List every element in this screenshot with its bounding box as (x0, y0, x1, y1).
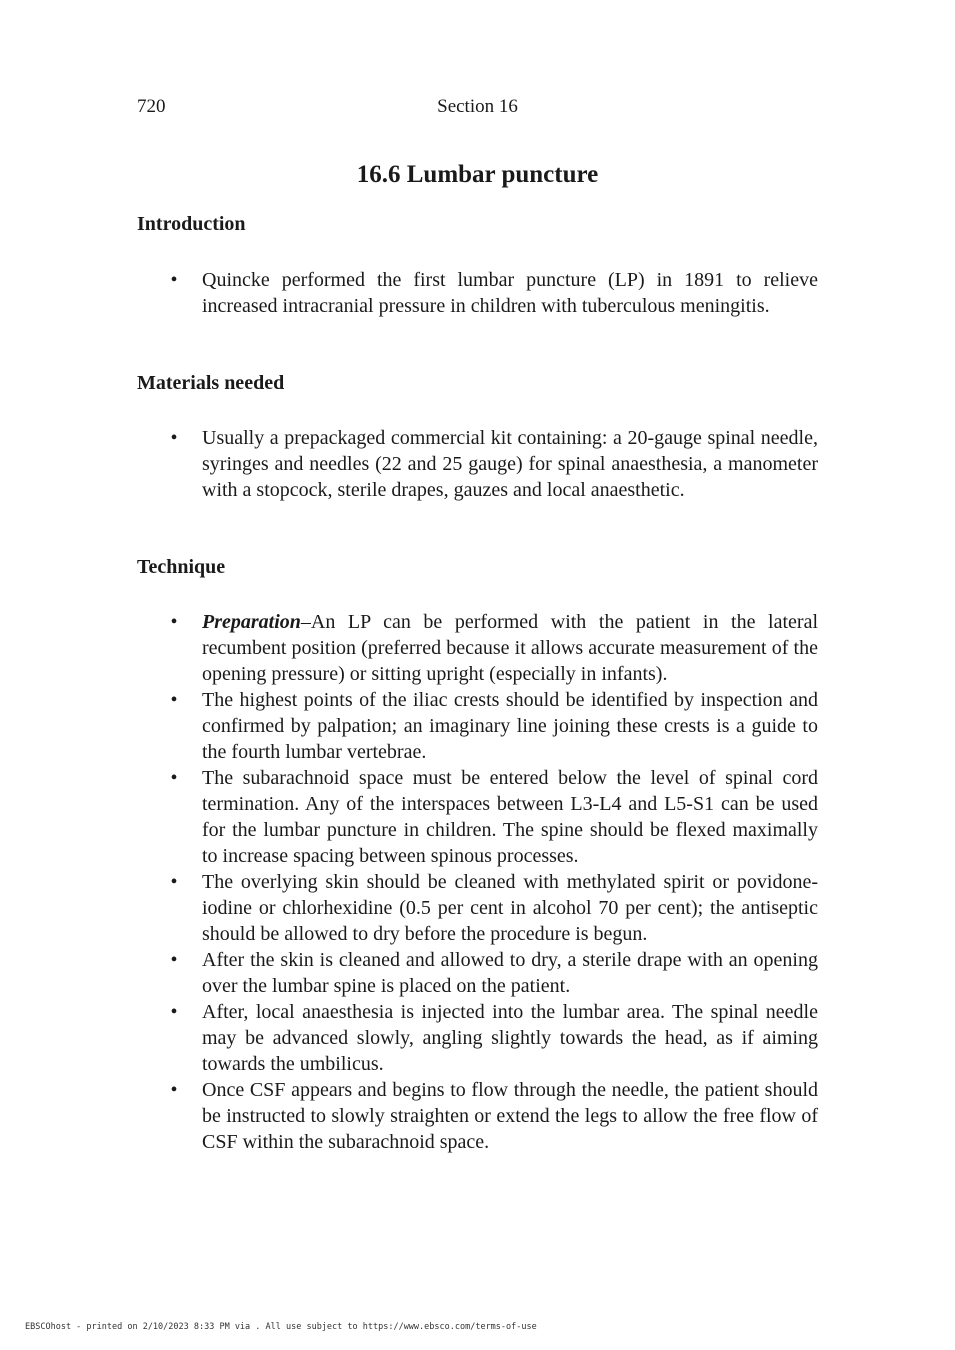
bullet-icon: • (170, 871, 178, 893)
page-title: 16.6 Lumbar puncture (356, 161, 599, 188)
technique-heading: Technique (137, 556, 226, 578)
bullet-icon: • (170, 1001, 178, 1023)
list-item-text: Usually a prepackaged commercial kit containing: a 20-gauge spinal needle, syringes and needles (22 and 25 gauge) for spinal anaesthesia, a manometer with a stopcock, sterile drapes, gauzes and local anaesthetic. (202, 427, 818, 501)
ebsco-footer: EBSCOhost - printed on 2/10/2023 8:33 PM via . All use subject to https://www.ebsco.com/terms-of-use (25, 1322, 537, 1332)
list-item-text: Quincke performed the first lumbar puncture (LP) in 1891 to relieve increased intracranial pressure in children with tuberculous meningitis. (202, 269, 818, 317)
list-item (168, 999, 818, 1077)
introduction-heading: Introduction (137, 213, 246, 235)
running-head: Section 16 (437, 96, 518, 117)
bullet-icon: • (170, 611, 178, 633)
bullet-icon: • (170, 689, 178, 711)
list-item (168, 609, 818, 687)
list-item-text: Once CSF appears and begins to flow through the needle, the patient should be instructed to slowly straighten or extend the legs to allow the free flow of CSF within the subarachnoid space. (202, 1079, 818, 1153)
page-number: 720 (137, 96, 166, 117)
list-item (168, 869, 818, 947)
preparation-lead: Preparation (202, 611, 301, 633)
materials-list (168, 425, 818, 503)
introduction-list (168, 267, 818, 319)
list-item (168, 687, 818, 765)
list-item (168, 1077, 818, 1155)
list-item (168, 267, 818, 319)
list-item (168, 947, 818, 999)
technique-list (168, 609, 818, 1155)
list-item (168, 425, 818, 503)
materials-heading: Materials needed (137, 372, 285, 394)
list-item (168, 765, 818, 869)
list-item-text: –An LP can be performed with the patient in the lateral recumbent position (preferred because it allows accurate measurement of the opening pressure) or sitting upright (especially in infants). (202, 611, 818, 685)
bullet-icon: • (170, 767, 178, 789)
bullet-icon: • (170, 949, 178, 971)
bullet-icon: • (170, 427, 178, 449)
list-item-text: The subarachnoid space must be entered below the level of spinal cord termination. Any of the interspaces between L3-L4 and L5-S1 can be used for the lumbar puncture in children. The spine should be flexed maximally to increase spacing between spinous processes. (202, 767, 818, 867)
bullet-icon: • (170, 1079, 178, 1101)
list-item-text: The highest points of the iliac crests should be identified by inspection and confirmed by palpation; an imaginary line joining these crests is a guide to the fourth lumbar vertebrae. (202, 689, 818, 763)
list-item-text: The overlying skin should be cleaned with methylated spirit or povidone-iodine or chlorhexidine (0.5 per cent in alcohol 70 per cent); the antiseptic should be allowed to dry before the procedure is begun. (202, 871, 818, 945)
bullet-icon: • (170, 269, 178, 291)
list-item-text: After, local anaesthesia is injected into the lumbar area. The spinal needle may be advanced slowly, angling slightly towards the head, as if aiming towards the umbilicus. (202, 1001, 818, 1075)
list-item-text: After the skin is cleaned and allowed to dry, a sterile drape with an opening over the lumbar spine is placed on the patient. (202, 949, 818, 997)
